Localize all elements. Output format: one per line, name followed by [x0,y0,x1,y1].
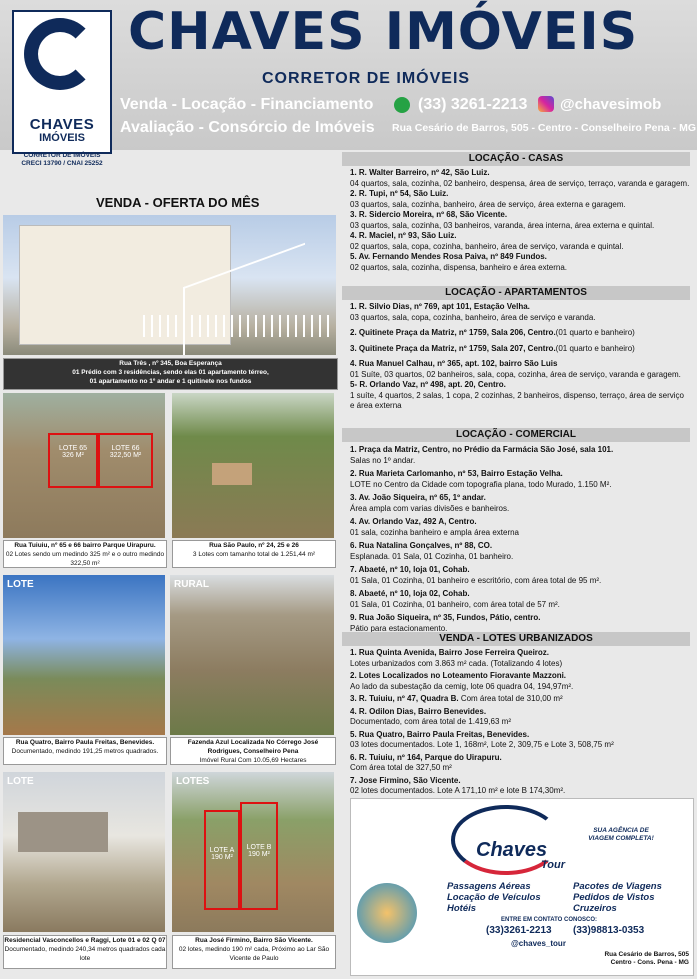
list-item: 1. R. Silvio Dias, nº 769, apt 101, Estação Velha. 03 quartos, sala, copa, cozinha, banheiro, área de serviço e varanda. [350,302,596,322]
tour-contact-label: ENTRE EM CONTATO CONOSCO: [501,917,597,923]
list-item: 2. Rua Marieta Carlomanho, nº 53, Bairro Estação Velha. LOTE no Centro da Cidade com topografia plana, todo Murado, 1.150 M². [350,469,612,489]
lot-photo-tuiuiu [3,393,165,538]
list-item: 6. Rua Natalina Gonçalves, nº 88, CO. Esplanada. 01 Sala, 01 Cozinha, 01 banheiro. [350,541,514,561]
caption-title: Rua São Paulo, nº 24, 25 e 26 [209,542,299,549]
tour-services-right [573,881,662,914]
offer-title: VENDA - OFERTA DO MÊS [96,195,260,210]
tour-tagline: SUA AGÊNCIA DE VIAGEM COMPLETA! [588,827,654,842]
section-locacao-apartamentos: LOCAÇÃO - APARTAMENTOS [342,286,690,300]
caption-residencial [3,935,167,969]
lot-b-area: 190 M² [248,851,270,858]
tour-address [571,951,689,967]
caption-text: Imóvel Rural Com 10.05,69 Hectares [199,757,307,764]
caption-text: 3 Lotes com tamanho total de 1.251,44 m² [192,551,316,558]
service-item: Hotéis [447,903,477,914]
caption-title: Fazenda Azul Localizada No Córrego José Rodrigues, Conselheiro Pena [187,739,319,755]
list-item: 3. Quitinete Praça da Matriz, nº 1759, Sala 207, Centro.(01 quarto e banheiro) [350,343,635,353]
company-address: Rua Cesário de Barros, 505 - Centro - Conselheiro Pena - MG [392,122,696,134]
house-shape [212,463,252,485]
caption-title: Rua Quatro, Bairro Paula Freitas, Benevides. [15,739,155,746]
tour-address-1: Rua Cesário de Barros, 505 [604,951,689,958]
tour-phone-1: (33)3261-2213 [486,925,552,936]
photo-tag: LOTE [7,776,34,787]
caption-title: Rua Tuiuiu, nº 65 e 66 bairro Parque Uirapuru. [14,542,156,549]
travel-collage [357,883,417,943]
photo-tag: RURAL [174,579,209,590]
list-item: 3. R. Sidercio Moreira, nº 68, São Vicente. 03 quartos, sala, cozinha, 03 banheiros, varanda, área interna, área externa e quintal. [350,210,655,230]
tour-brand-sub: Tour [541,859,566,871]
offer-caption [3,358,338,390]
wall-shape [18,812,108,852]
service-item: Locação de Veículos [447,892,541,903]
logo-sub1: CORRETOR DE IMÓVEIS [23,152,101,159]
photo-tag: LOTE [7,579,34,590]
logo-credentials [12,152,112,168]
company-logo [12,10,112,154]
list-locacao-casas [350,168,690,273]
lot-65-label: LOTE 65 [58,445,87,452]
list-item: 1. Praça da Matriz, Centro, no Prédio da Farmácia São José, sala 101. Salas no 1º andar. [350,445,614,465]
list-item: 5. Rua Quatro, Bairro Paula Freitas, Benevides. 03 lotes documentados. Lote 1, 168m², Lote 2, 309,75 e Lote 3, 508,75 m² [350,729,614,749]
caption-text: Documentado, medindo 240,34 metros quadrados cada lote [4,946,166,962]
service-item: Cruzeiros [573,903,617,914]
lot-66-outline [98,433,153,488]
list-item: 5. Av. Fernando Mendes Rosa Paiva, nº 849 Fundos. 02 quartos, sala, cozinha, dispensa, banheiro e área externa. [350,252,568,272]
section-locacao-comercial: LOCAÇÃO - COMERCIAL [342,428,690,442]
caption-rural [170,737,336,765]
list-item: 4. Rua Manuel Calhau, nº 365, apt. 102, bairro São Luis 01 Suíte, 03 quartos, 02 banheiros, sala, copa, cozinha, área de serviço, varanda e garagem. [350,359,681,379]
caption-sao-paulo [172,540,336,568]
service-item: Pedidos de Vistos [573,892,655,903]
photo-tag: LOTES [176,776,210,787]
building-photo [3,215,336,355]
list-locacao-apartamentos [350,302,690,412]
list-item: 4. R. Maciel, nº 93, São Luiz. 02 quartos, sala, copa, cozinha, banheiro, área de serviço, varanda e quintal. [350,231,624,251]
building-fence [143,315,333,337]
service-item: Pacotes de Viagens [573,881,662,892]
lot-65-area: 326 M² [62,452,84,459]
lot-photo-residencial [3,772,165,932]
tour-services-left [447,881,541,914]
offer-caption-line3: 01 apartamento no 1º andar e 1 quitinete nos fundos [89,378,252,385]
services-line-2: Avaliação - Consórcio de Imóveis [120,119,375,136]
list-item: 4. R. Odilon Dias, Bairro Benevides. Documentado, com área total de 1.419,63 m² [350,706,511,726]
lot-a-label: LOTE A [209,847,235,854]
lot-65-outline [48,433,98,488]
list-item: 1. R. Walter Barreiro, nº 42, São Luiz. 04 quartos, sala, cozinha, 02 banheiro, despensa, área de serviço, terraço, varanda e garagem. [350,168,690,188]
list-locacao-comercial [350,445,690,634]
tour-phone-2: (33)98813-0353 [573,925,645,936]
tour-address-2: Centro - Cons. Pena - MG [610,959,689,966]
logo-sub2: CRECI 13790 / CNAI 25252 [21,160,103,167]
page-title: CHAVES IMÓVEIS [128,2,639,62]
list-item: 2. Quitinete Praça da Matriz, nº 1759, Sala 206, Centro.(01 quarto e banheiro) [350,328,635,337]
service-item: Passagens Aéreas [447,881,531,892]
lot-a-outline [204,810,240,910]
list-item: 1. Rua Quinta Avenida, Bairro Jose Ferreira Queiroz. Lotes urbanizados com 3.863 m² cada. (Totalizando 4 lotes) [350,648,563,668]
lot-66-area: 322,50 M² [109,452,142,459]
offer-caption-line2: 01 Prédio com 3 residências, sendo elas 01 apartamento térreo, [72,369,269,376]
caption-title: Residencial Vasconcellos e Raggi, Lote 01 e 02 Q 07 [4,937,166,944]
section-locacao-casas: LOCAÇÃO - CASAS [342,152,690,166]
phone-number: (33) 3261-2213 [418,96,528,113]
logo-brand-sub: IMÓVEIS [39,132,85,144]
list-item: 7. Abaeté, nº 10, loja 01, Cohab. 01 Sala, 01 Cozinha, 01 banheiro e escritório, com área total de 95 m². [350,565,602,585]
caption-jose-firmino [172,935,336,969]
list-item: 3. R. Tuiuiu, nº 47, Quadra B. Com área total de 310,00 m² [350,694,563,703]
caption-tuiuiu [3,540,167,568]
lot-a-area: 190 M² [211,854,233,861]
list-venda-lotes [350,648,690,797]
lot-photo-sao-paulo [172,393,334,538]
list-item: 9. Rua João Siqueira, nº 35, Fundos, Pátio, centro. Pátio para estacionamento. [350,613,541,633]
lot-b-outline [240,802,278,910]
lot-b-label: LOTE B [246,844,272,851]
rural-photo [170,575,334,735]
offer-caption-line1: Rua Três , nº 345, Boa Esperança [119,360,222,367]
instagram-icon [538,96,554,112]
logo-c-mark [24,18,96,90]
page-subtitle: CORRETOR DE IMÓVEIS [262,70,471,87]
list-item: 7. Jose Firmino, São Vicente. 02 lotes documentados. Lote A 171,10 m² e lote B 174,30m². [350,775,566,795]
caption-title: Rua José Firmino, Bairro São Vicente. [195,937,313,944]
lot-photo-rua-quatro [3,575,165,735]
logo-brand: CHAVES [29,116,95,133]
list-item: 3. Av. João Siqueira, nº 65, 1º andar. Área ampla com varias divisões e banheiros. [350,493,510,513]
section-venda-lotes: VENDA - LOTES URBANIZADOS [342,632,690,646]
lot-photo-jose-firmino [172,772,334,932]
list-item: 8. Abaeté, nº 10, loja 02, Cohab. 01 Sala, 01 Cozinha, 01 banheiro, com área total de 57 m². [350,589,560,609]
list-item: 4. Av. Orlando Vaz, 492 A, Centro. 01 sala, cozinha banheiro e ampla área externa [350,517,519,537]
list-item: 5- R. Orlando Vaz, nº 498, apt. 20, Centro. 1 suíte, 4 quartos, 2 salas, 1 copa, 2 cozinhas, 2 banheiros, dispenso, terraço, área de serviço e área externa [350,380,684,410]
instagram-handle: @chavesimob [560,96,662,113]
caption-text: Documentado, medindo 191,25 metros quadrados. [11,748,159,755]
chaves-tour-ad [350,798,694,976]
tour-brand: Chaves [476,839,548,861]
list-item: 6. R. Tuiuiu, nº 164, Parque do Uirapuru. Com área total de 327,50 m² [350,752,502,772]
caption-text: 02 Lotes sendo um medindo 325 m² e o outro medindo 322,50 m² [5,551,165,567]
list-item: 2. R. Tupi, nº 54, São Luiz. 03 quartos, sala, cozinha, banheiro, área de serviço, área externa e garagem. [350,189,626,209]
whatsapp-icon [394,97,410,113]
tour-instagram: @chaves_tour [511,939,566,948]
services-line-1: Venda - Locação - Financiamento [120,96,374,113]
list-item: 2. Lotes Localizados no Loteamento Fioravante Mazzoni. Ao lado da subestação da cemig, lote 06 quadra 04, 194,97m². [350,671,574,691]
caption-text: 02 lotes, medindo 190 m² cada, Próximo ao Lar São Vicente de Paulo [178,946,330,962]
caption-rua-quatro [3,737,167,765]
lot-66-label: LOTE 66 [111,445,140,452]
